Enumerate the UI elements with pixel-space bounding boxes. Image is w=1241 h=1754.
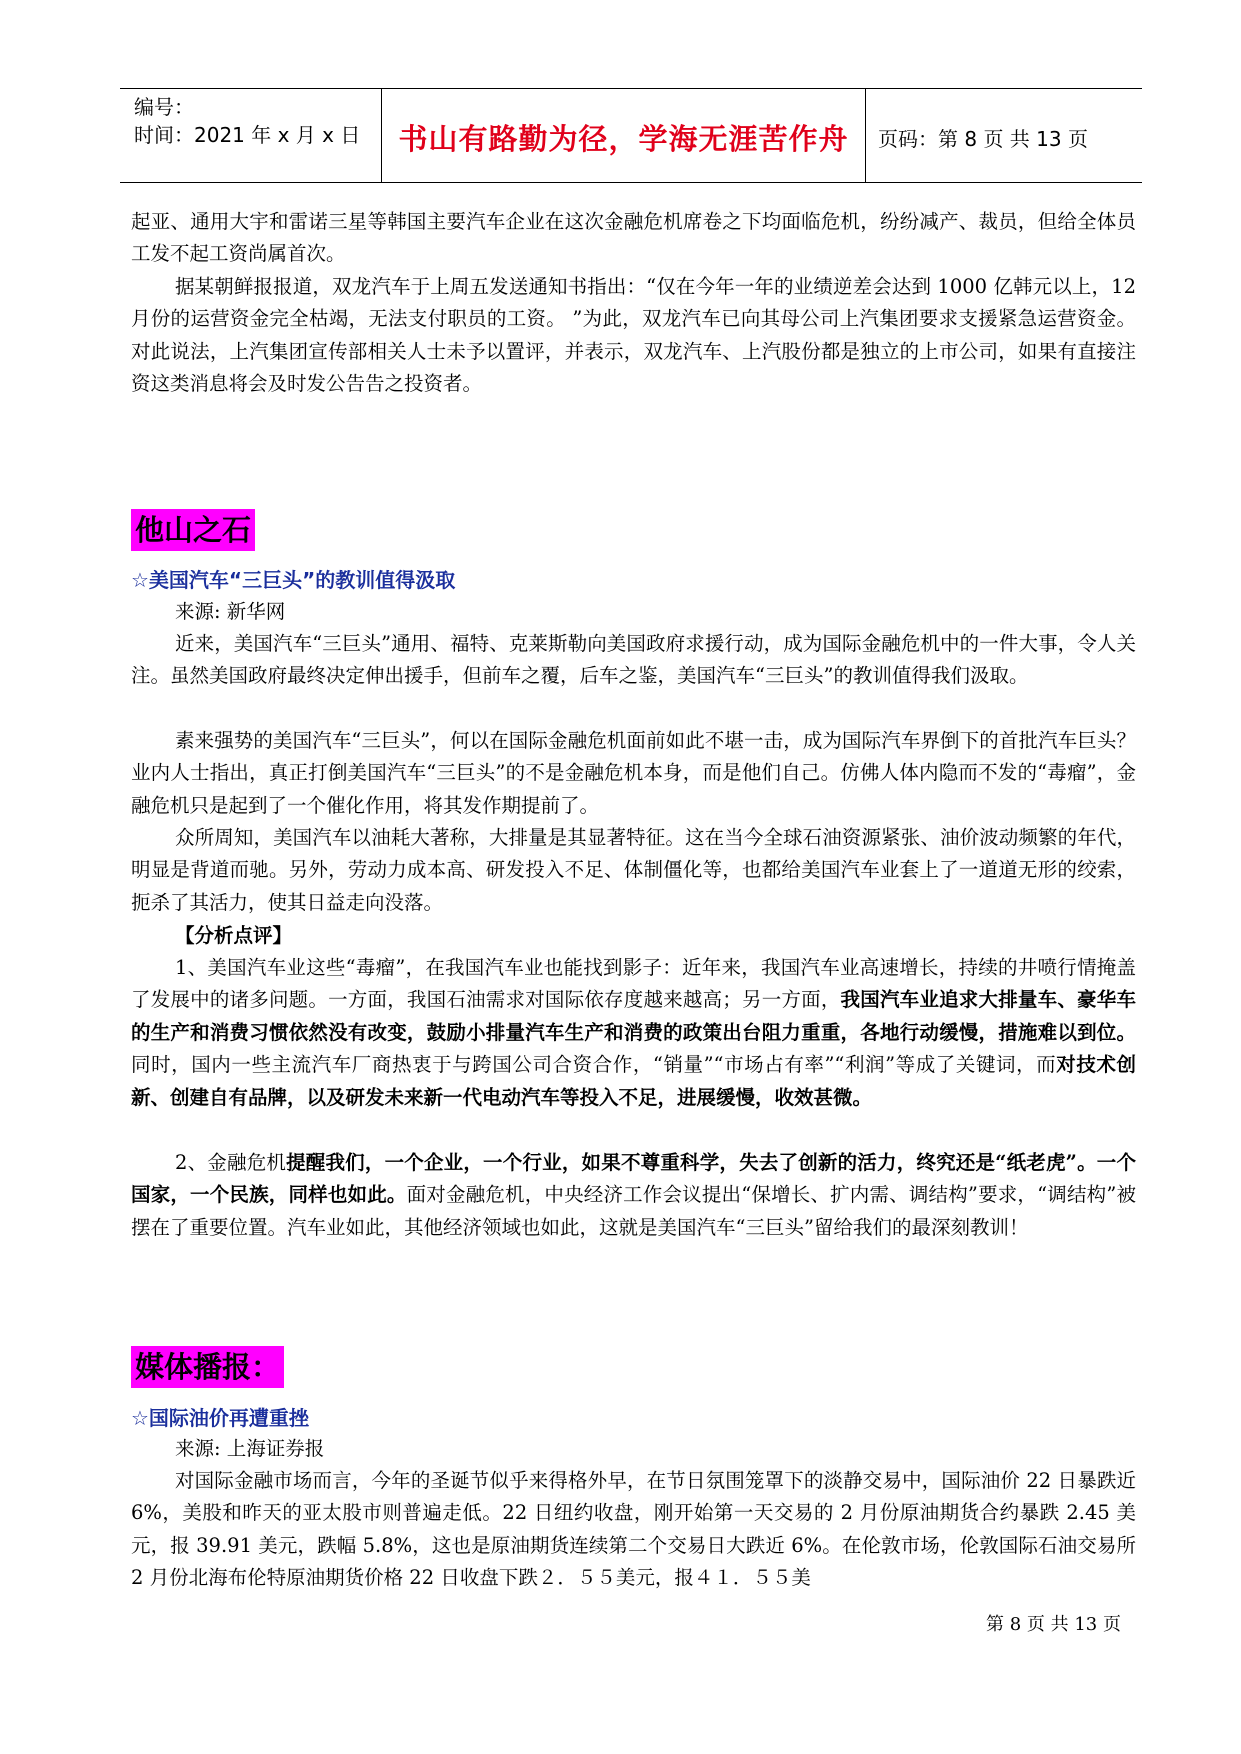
section-tag-media: 媒体播报： xyxy=(131,1346,284,1388)
analysis-point-2 xyxy=(131,1147,1136,1244)
analysis-point-2-emphasis: 提醒我们，一个企业，一个行业，如果不尊重科学，失去了创新的活力，终究还是“纸老虎”。一个国家，一个民族，同样也如此。 xyxy=(131,1151,1136,1207)
article-title-oil-price: ☆国际油价再遭重挫 xyxy=(131,1406,309,1430)
article-paragraph-2: 素来强势的美国汽车“三巨头”，何以在国际金融危机面前如此不堪一击，成为国际汽车界倒下的首批汽车巨头？业内人士指出，真正打倒美国汽车“三巨头”的不是金融危机本身，而是他们自己。仿佛人体内隐而不发的“毒瘤”，金融危机只是起到了一个催化作用，将其发作期提前了。 xyxy=(131,729,1136,817)
intro-paragraph-1: 起亚、通用大宇和雷诺三星等韩国主要汽车企业在这次金融危机席卷之下均面临危机，纷纷减产、裁员，但给全体员工发不起工资尚属首次。 xyxy=(131,210,1136,266)
intro-paragraph-2: 据某朝鲜报报道，双龙汽车于上周五发送通知书指出：“仅在今年一年的业绩逆差会达到 1000 亿韩元以上，12 月份的运营资金完全枯竭，无法支付职员的工资。 ”为此，双龙汽车已向其母公司上汽集团要求支援紧急运营资金。对此说法，上汽集团宣传部相关人士未予以置评，并表示，双龙汽车、上汽股份都是独立的上市公司，如果有直接注资这类消息将会及时发公告告之投资者。 xyxy=(131,275,1136,396)
analysis-point-1-emphasis-2: 对技术创新、创建自有品牌，以及研发未来新一代电动汽车等投入不足，进展缓慢，收效甚微。 xyxy=(131,1053,1136,1109)
section-tag-tashan: 他山之石 xyxy=(131,509,255,551)
page-header xyxy=(120,88,1142,183)
header-time: 时间：2021 年 x 月 x 日 xyxy=(134,123,361,147)
header-number: 编号： xyxy=(134,95,194,119)
header-motto: 书山有路勤为径，学海无涯苦作舟 xyxy=(382,89,866,182)
analysis-point-1 xyxy=(131,952,1136,1114)
analysis-point-1-text-2: 同时，国内一些主流汽车厂商热衷于与跨国公司合资合作，“销量”“市场占有率”“利润”等成了关键词，而 xyxy=(131,1053,1057,1077)
analysis-heading: 【分析点评】 xyxy=(175,924,293,947)
page-footer: 第 8 页 共 13 页 xyxy=(986,1614,1121,1635)
article-source: 来源: 新华网 xyxy=(175,600,286,623)
analysis-point-2-text-2: 面对金融危机，中央经济工作会议提出“保增长、扩内需、调结构”要求，“调结构”被摆在了重要位置。汽车业如此，其他经济领域也如此，这就是美国汽车“三巨头”留给我们的最深刻教训！ xyxy=(131,1183,1136,1239)
analysis-point-2-text: 2、金融危机 xyxy=(175,1151,287,1174)
analysis-point-1-text: 1、美国汽车业这些“毒瘤”，在我国汽车业也能找到影子：近年来，我国汽车业高速增长，持续的井喷行情掩盖了发展中的诸多问题。一方面，我国石油需求对国际依存度越来越高；另一方面， xyxy=(131,956,1136,1012)
article-paragraph-1: 近来，美国汽车“三巨头”通用、福特、克莱斯勒向美国政府求援行动，成为国际金融危机中的一件大事，令人关注。虽然美国政府最终决定伸出援手，但前车之覆，后车之鉴，美国汽车“三巨头”的教训值得我们汲取。 xyxy=(131,632,1136,688)
article-paragraph-3: 众所周知，美国汽车以油耗大著称，大排量是其显著特征。这在当今全球石油资源紧张、油价波动频繁的年代，明显是背道而驰。另外，劳动力成本高、研发投入不足、体制僵化等，也都给美国汽车业套上了一道道无形的绞索，扼杀了其活力，使其日益走向没落。 xyxy=(131,826,1136,914)
article-paragraph-oil: 对国际金融市场而言，今年的圣诞节似乎来得格外早，在节日氛围笼罩下的淡静交易中，国际油价 22 日暴跌近 6%，美股和昨天的亚太股市则普遍走低。22 日纽约收盘，刚开始第一天交易的 2 月份原油期货合约暴跌 2.45 美元，报 39.91 美元，跌幅 5.8%，这也是原油期货连续第二个交易日大跌近 6%。在伦敦市场，伦敦国际石油交易所 2 月份北海布伦特原油期货价格 22 日收盘下跌２．５５美元，报４１．５５美 xyxy=(131,1469,1136,1590)
article-source-2: 来源: 上海证券报 xyxy=(175,1437,325,1460)
article-title-us-big-three: ☆美国汽车“三巨头”的教训值得汲取 xyxy=(131,568,456,592)
analysis-point-1-emphasis: 我国汽车业追求大排量车、豪华车的生产和消费习惯依然没有改变，鼓励小排量汽车生产和消费的政策出台阻力重重，各地行动缓慢，措施难以到位。 xyxy=(131,988,1136,1044)
header-meta xyxy=(120,89,382,182)
header-page-info: 页码：第 8 页 共 13 页 xyxy=(878,127,1088,151)
